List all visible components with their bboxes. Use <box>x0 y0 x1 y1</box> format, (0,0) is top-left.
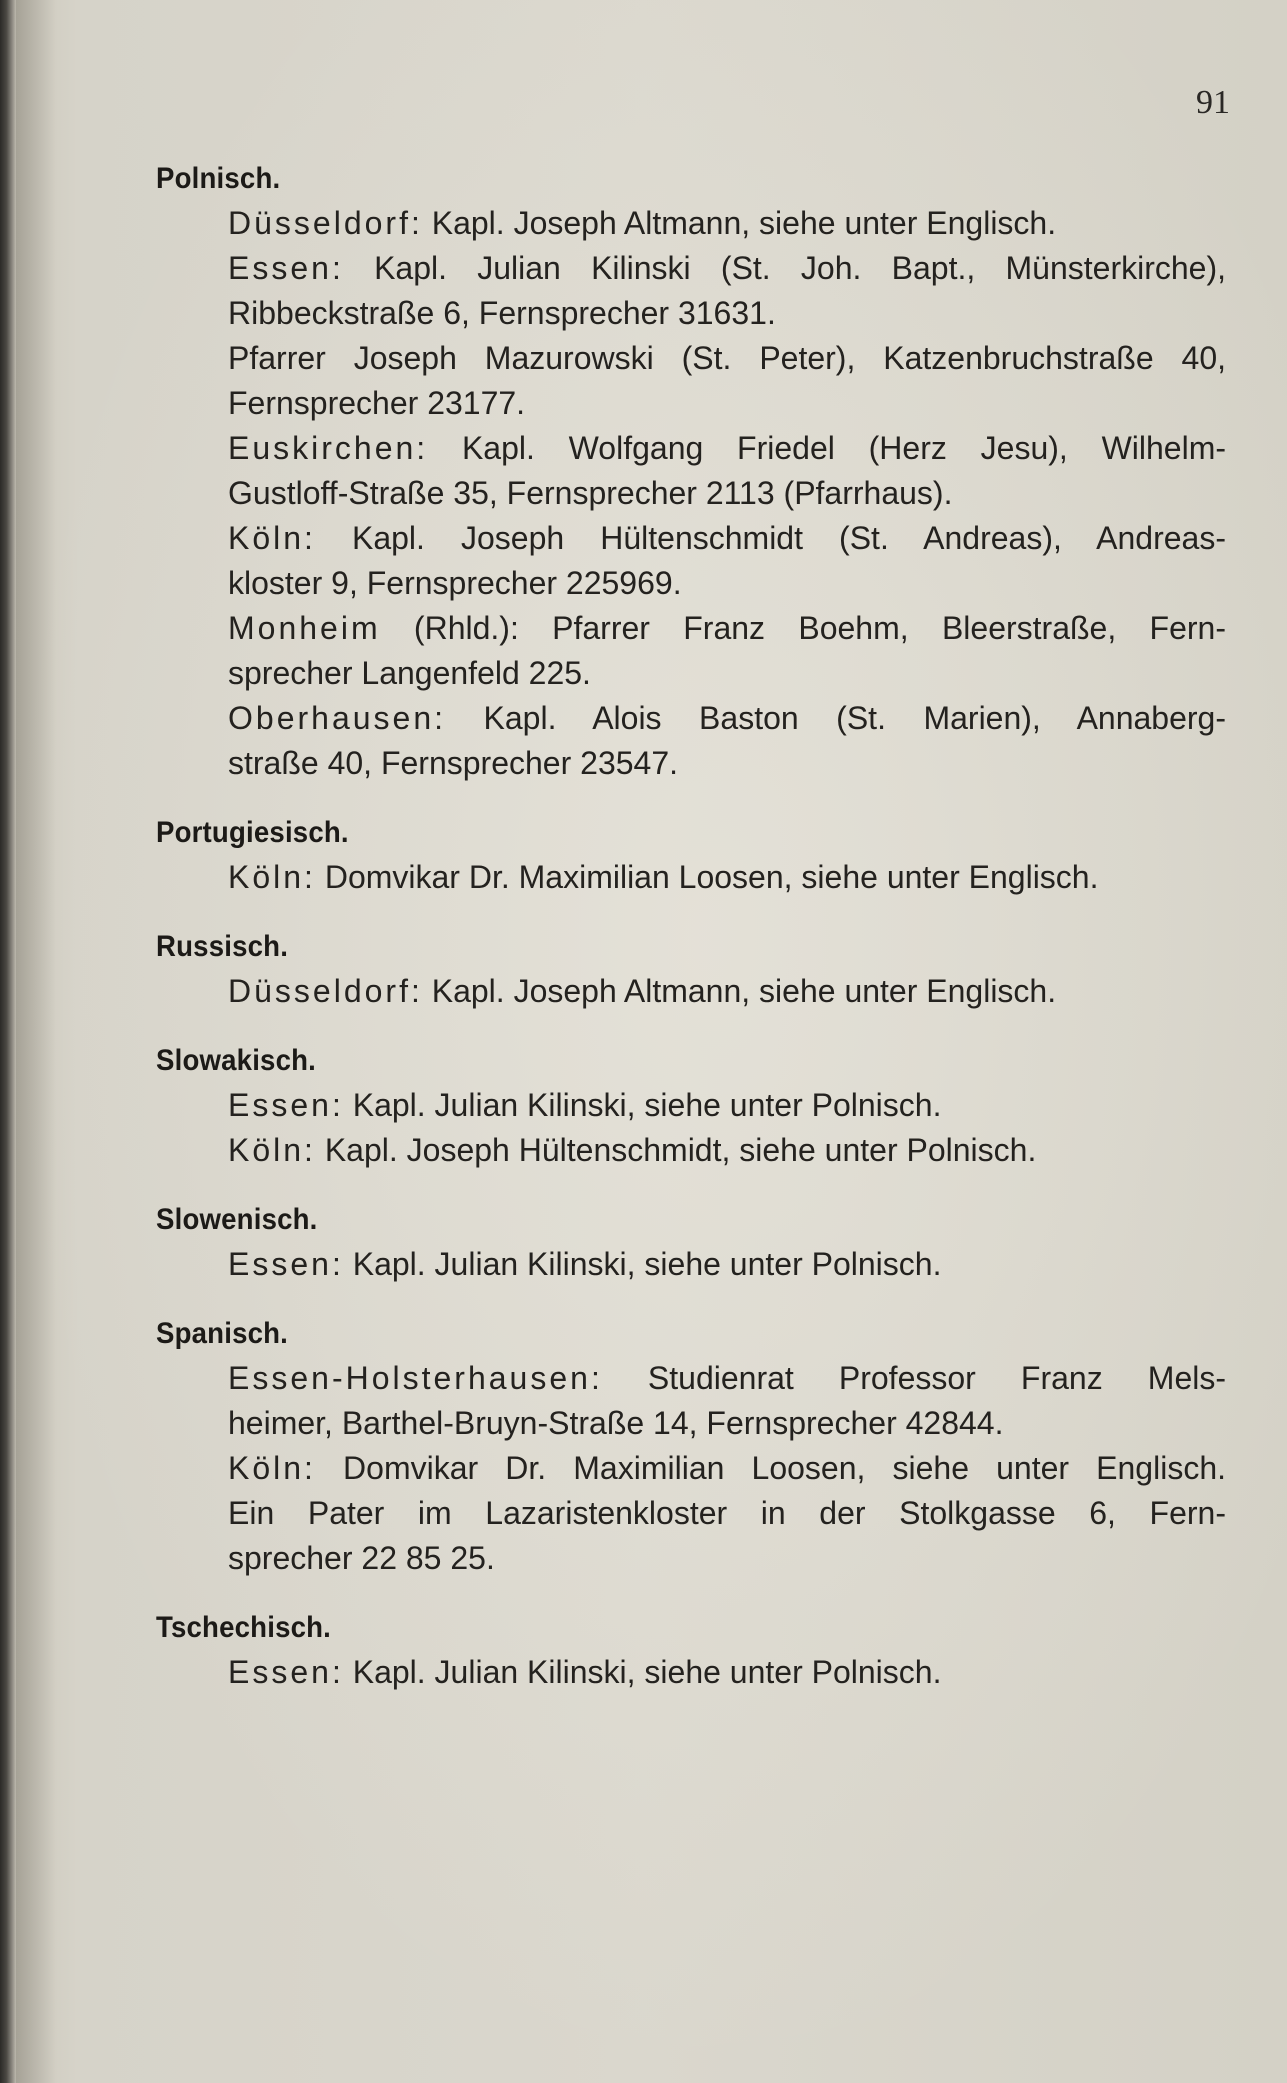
entry-text: straße 40, Fernsprecher 23547. <box>228 745 679 781</box>
entry-text: Domvikar Dr. Maximilian Loosen, siehe unter Englisch. <box>315 1450 1226 1486</box>
entry-text: Studienrat Professor Franz Mels- <box>602 1360 1226 1396</box>
entry-line <box>228 201 1226 246</box>
entry-line <box>228 696 1226 741</box>
entry-text: Ribbeckstraße 6, Fernsprecher 31631. <box>228 295 776 331</box>
entry-list <box>156 201 1226 786</box>
entry-line <box>228 651 1226 696</box>
section-heading: Slowakisch. <box>156 1044 317 1077</box>
section-heading: Portugiesisch. <box>156 816 349 849</box>
entry-text: Kapl. Alois Baston (St. Marien), Annaberg- <box>446 700 1226 736</box>
entry-list <box>156 1356 1226 1581</box>
language-section-russisch <box>156 924 1226 1014</box>
entry-text: Kapl. Joseph Altmann, siehe unter Englisch. <box>422 205 1057 241</box>
place-name: Düsseldorf: <box>228 973 423 1009</box>
entry-line <box>228 741 1226 786</box>
entry-text: Ein Pater im Lazaristenkloster in der Stolkgasse 6, Fern- <box>228 1495 1226 1531</box>
entry-text: Gustloff-Straße 35, Fernsprecher 2113 (Pfarrhaus). <box>228 475 953 511</box>
entry-text: sprecher Langenfeld 225. <box>228 655 591 691</box>
entry-list <box>156 1083 1226 1173</box>
section-heading: Slowenisch. <box>156 1203 318 1236</box>
entry-line <box>228 426 1226 471</box>
entry-line <box>228 1401 1226 1446</box>
section-heading: Polnisch. <box>156 162 281 195</box>
place-name: Köln: <box>228 1450 316 1486</box>
entry-line <box>228 381 1226 426</box>
entry-list <box>156 969 1226 1014</box>
entry-line <box>228 336 1226 381</box>
entry-line <box>228 1491 1226 1536</box>
entry-line <box>228 1083 1226 1128</box>
place-name: Essen: <box>228 1246 344 1282</box>
section-heading: Russisch. <box>156 930 289 963</box>
entry-line <box>228 855 1226 900</box>
page-number: 91 <box>1196 84 1230 121</box>
binding-shadow <box>16 0 56 2083</box>
entry-text: Kapl. Julian Kilinski, siehe unter Polnisch. <box>343 1654 942 1690</box>
place-name: Euskirchen: <box>228 430 429 466</box>
language-section-slowakisch <box>156 1038 1226 1173</box>
entry-text: Kapl. Joseph Hültenschmidt (St. Andreas), Andreas- <box>315 520 1226 556</box>
entry-text: Kapl. Julian Kilinski, siehe unter Polnisch. <box>343 1246 942 1282</box>
entry-list <box>156 1242 1226 1287</box>
place-name: Essen: <box>228 1087 344 1123</box>
language-section-polnisch <box>156 156 1226 786</box>
place-name: Köln: <box>228 1132 316 1168</box>
section-heading: Tschechisch. <box>156 1611 332 1644</box>
place-name: Düsseldorf: <box>228 205 423 241</box>
language-section-tschechisch <box>156 1605 1226 1695</box>
entry-line <box>228 1446 1226 1491</box>
entry-text: Kapl. Wolfgang Friedel (Herz Jesu), Wilhelm- <box>428 430 1226 466</box>
entry-line <box>228 606 1226 651</box>
language-section-portugiesisch <box>156 810 1226 900</box>
language-section-slowenisch <box>156 1197 1226 1287</box>
entry-text: heimer, Barthel-Bruyn-Straße 14, Fernsprecher 42844. <box>228 1405 1004 1441</box>
language-section-spanisch <box>156 1311 1226 1581</box>
entry-line <box>228 1242 1226 1287</box>
entry-line <box>228 471 1226 516</box>
entry-text: Kapl. Joseph Altmann, siehe unter Englisch. <box>422 973 1057 1009</box>
place-name: Essen: <box>228 250 344 286</box>
entry-line <box>228 246 1226 291</box>
entry-line <box>228 1650 1226 1695</box>
entry-line <box>228 969 1226 1014</box>
entry-line <box>228 291 1226 336</box>
entry-line <box>228 516 1226 561</box>
entry-line <box>228 1356 1226 1401</box>
entry-text: Kapl. Julian Kilinski (St. Joh. Bapt., Münsterkirche), <box>343 250 1226 286</box>
entry-line <box>228 561 1226 606</box>
entry-line <box>228 1536 1226 1581</box>
entry-text: Fernsprecher 23177. <box>228 385 526 421</box>
place-name: Monheim <box>228 610 381 646</box>
directory-content <box>156 156 1226 1695</box>
book-binding <box>0 0 16 2083</box>
entry-text: Kapl. Julian Kilinski, siehe unter Polnisch. <box>343 1087 942 1123</box>
entry-text: (Rhld.): Pfarrer Franz Boehm, Bleerstraße, Fern- <box>380 610 1226 646</box>
place-name: Köln: <box>228 520 316 556</box>
entry-text: sprecher 22 85 25. <box>228 1540 495 1576</box>
entry-list <box>156 1650 1226 1695</box>
entry-line <box>228 1128 1226 1173</box>
place-name: Köln: <box>228 859 316 895</box>
entry-text: Domvikar Dr. Maximilian Loosen, siehe unter Englisch. <box>315 859 1099 895</box>
entry-text: kloster 9, Fernsprecher 225969. <box>228 565 682 601</box>
place-name: Essen-Holsterhausen: <box>228 1360 603 1396</box>
entry-list <box>156 855 1226 900</box>
place-name: Essen: <box>228 1654 344 1690</box>
section-heading: Spanisch. <box>156 1317 289 1350</box>
entry-text: Pfarrer Joseph Mazurowski (St. Peter), Katzenbruchstraße 40, <box>228 340 1226 376</box>
place-name: Oberhausen: <box>228 700 447 736</box>
entry-text: Kapl. Joseph Hültenschmidt, siehe unter Polnisch. <box>315 1132 1037 1168</box>
